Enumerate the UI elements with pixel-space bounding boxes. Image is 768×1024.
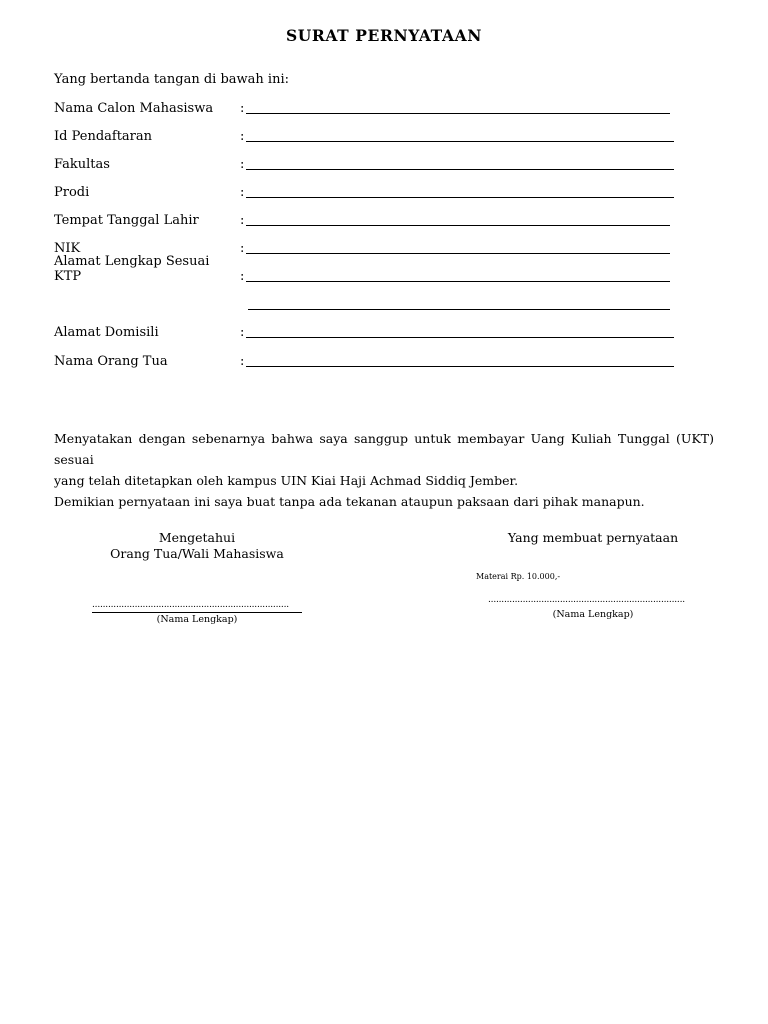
signature-heading: Yang membuat pernyataan	[507, 530, 679, 545]
signature-caption-applicant: (Nama Lengkap)	[552, 609, 634, 620]
field-alamat-ktp	[54, 254, 674, 284]
signature-subheading: Orang Tua/Wali Mahasiswa	[110, 546, 284, 561]
field-label: Alamat Domisili	[54, 325, 159, 340]
field-colon: :	[240, 101, 245, 116]
field-colon: :	[240, 241, 245, 256]
field-tempat-tanggal-lahir	[54, 208, 674, 228]
field-fakultas	[54, 152, 674, 172]
field-label: Prodi	[54, 185, 90, 200]
field-colon: :	[240, 325, 245, 340]
field-colon: :	[240, 213, 245, 228]
field-label: NIK	[54, 241, 81, 256]
document-title: SURAT PERNYATAAN	[286, 26, 482, 45]
statement-line: yang telah ditetapkan oleh kampus UIN Kiai Haji Achmad Siddiq Jember.	[54, 473, 519, 488]
field-colon: :	[240, 354, 245, 369]
field-label: Alamat Lengkap Sesuai KTP	[54, 254, 210, 284]
field-label: Fakultas	[54, 157, 110, 172]
field-input-line[interactable]	[246, 211, 670, 226]
field-input-line[interactable]	[246, 183, 674, 198]
statement-paragraph	[54, 428, 714, 512]
signature-caption-parent: (Nama Lengkap)	[156, 614, 238, 625]
field-input-line[interactable]	[246, 239, 670, 254]
field-input-line[interactable]	[246, 155, 674, 170]
field-colon: :	[240, 269, 245, 284]
field-nama-calon-mahasiswa	[54, 96, 674, 116]
field-nama-orang-tua	[54, 349, 674, 369]
field-input-line[interactable]	[246, 99, 670, 114]
signature-line-applicant[interactable]: ..........................................................................	[488, 595, 685, 605]
signature-heading: Mengetahui	[158, 530, 236, 545]
alamat-ktp-continuation-line[interactable]	[248, 309, 670, 310]
field-label: Nama Calon Mahasiswa	[54, 101, 214, 116]
field-input-line[interactable]	[246, 352, 674, 367]
signature-block-applicant	[488, 530, 698, 545]
intro-text: Yang bertanda tangan di bawah ini:	[54, 72, 289, 87]
statement-line: Demikian pernyataan ini saya buat tanpa ada tekanan ataupun paksaan dari pihak manapun.	[54, 494, 645, 509]
field-input-line[interactable]	[246, 323, 674, 338]
field-input-line[interactable]	[246, 127, 674, 142]
field-label: Nama Orang Tua	[54, 354, 168, 369]
field-prodi	[54, 180, 674, 200]
field-nik	[54, 236, 674, 256]
field-alamat-domisili	[54, 320, 674, 340]
signature-block-parent	[92, 530, 302, 561]
field-colon: :	[240, 157, 245, 172]
field-colon: :	[240, 129, 245, 144]
signature-line-parent[interactable]: ..........................................................................	[92, 600, 302, 613]
field-colon: :	[240, 185, 245, 200]
field-label: Tempat Tanggal Lahir	[54, 213, 199, 228]
field-label: Id Pendaftaran	[54, 129, 153, 144]
statement-line: Menyatakan dengan sebenarnya bahwa saya sanggup untuk membayar Uang Kuliah Tunggal (UKT) sesuai	[54, 431, 714, 467]
materai-note: Materai Rp. 10.000,-	[476, 572, 561, 581]
field-id-pendaftaran	[54, 124, 674, 144]
field-input-line[interactable]	[246, 267, 670, 282]
